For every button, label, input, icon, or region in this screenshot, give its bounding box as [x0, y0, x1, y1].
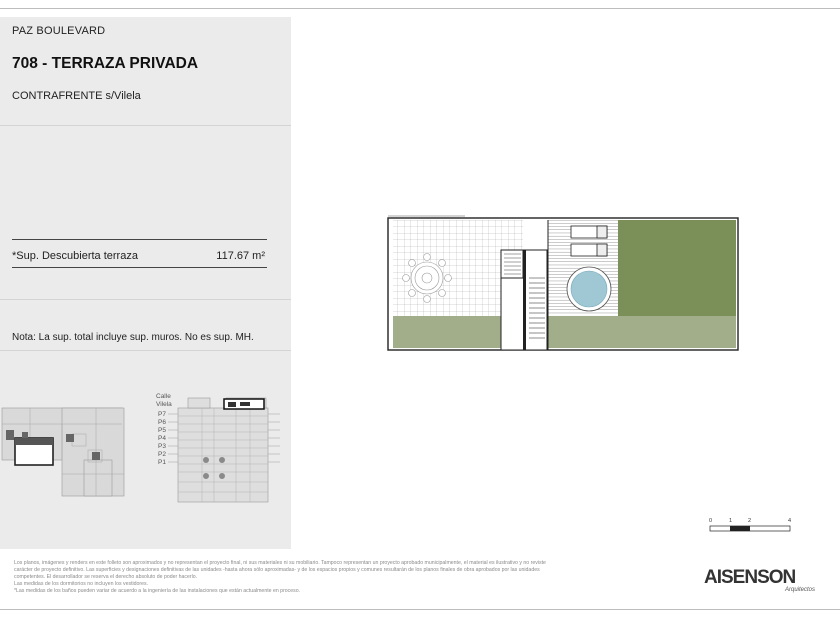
- pool: [567, 267, 611, 311]
- scale-tick-label: 4: [788, 518, 792, 524]
- project-name: PAZ BOULEVARD: [12, 25, 106, 37]
- unit-title: 708 - TERRAZA PRIVADA: [12, 55, 199, 72]
- floor-label: P1: [158, 459, 166, 466]
- panel-divider: [0, 299, 291, 300]
- lawn-strip: [548, 316, 736, 348]
- street-label: Calle: [156, 393, 171, 400]
- area-rule-top: [12, 239, 267, 240]
- floor-label: P4: [158, 435, 166, 442]
- terrace-floor-plan: [385, 214, 741, 354]
- floor-label: P6: [158, 419, 166, 426]
- panel-divider: [0, 350, 291, 351]
- floor-label: P7: [158, 411, 166, 418]
- lawn-area: [618, 220, 736, 316]
- legal-disclaimer: [14, 560, 684, 595]
- section-plan: [156, 372, 286, 507]
- floor-label: P3: [158, 443, 166, 450]
- disclaimer-line: carácter de proyecto definitivo. Las superficies y designaciones definitivas de las unidades -hasta ahora sólo aproximadas- y de los espacios propios y comunes resultarán de los planos finales de obra aprobados por las unidades: [14, 567, 540, 573]
- scale-tick-label: 2: [748, 518, 752, 524]
- area-value: 117.67 m²: [216, 250, 265, 262]
- disclaimer-line: Los planos, imágenes y renders en este folleto son aproximados y no representan el proyecto final, ni sus materiales ni su mobiliario. Tampoco representan un proyecto aprobado municipalmente, el material es ilustrativo y no reviste: [14, 560, 546, 566]
- area-rule-bottom: [12, 267, 267, 268]
- disclaimer-line: Las medidas de los dormitorios no incluyen los vestidores.: [14, 581, 149, 587]
- disclaimer-line: competentes. El desarrollador se reserva el derecho absoluto de poder hacerlo.: [14, 574, 198, 580]
- key-plan: [0, 390, 130, 500]
- unit-orientation: CONTRAFRENTE s/Vilela: [12, 90, 141, 102]
- scale-tick-label: 1: [729, 518, 733, 524]
- brand-logo: [704, 567, 819, 593]
- floor-label: P5: [158, 427, 166, 434]
- floor-label: P2: [158, 451, 166, 458]
- disclaimer-line: *Las medidas de los baños pueden variar de acuerdo a la ingeniería de las instalaciones que están actualmente en proceso.: [14, 588, 301, 594]
- scale-tick-label: 0: [709, 518, 713, 524]
- brand-name: AISENSON: [704, 567, 796, 588]
- area-label: *Sup. Descubierta terraza: [12, 250, 138, 262]
- scale-bar: [700, 514, 800, 538]
- street-label: Vilela: [156, 401, 172, 408]
- brand-subtitle: Arquitectos: [784, 587, 815, 593]
- area-note: Nota: La sup. total incluye sup. muros. No es sup. MH.: [12, 332, 254, 343]
- panel-divider: [0, 125, 291, 126]
- unit-highlight-band: [15, 438, 53, 445]
